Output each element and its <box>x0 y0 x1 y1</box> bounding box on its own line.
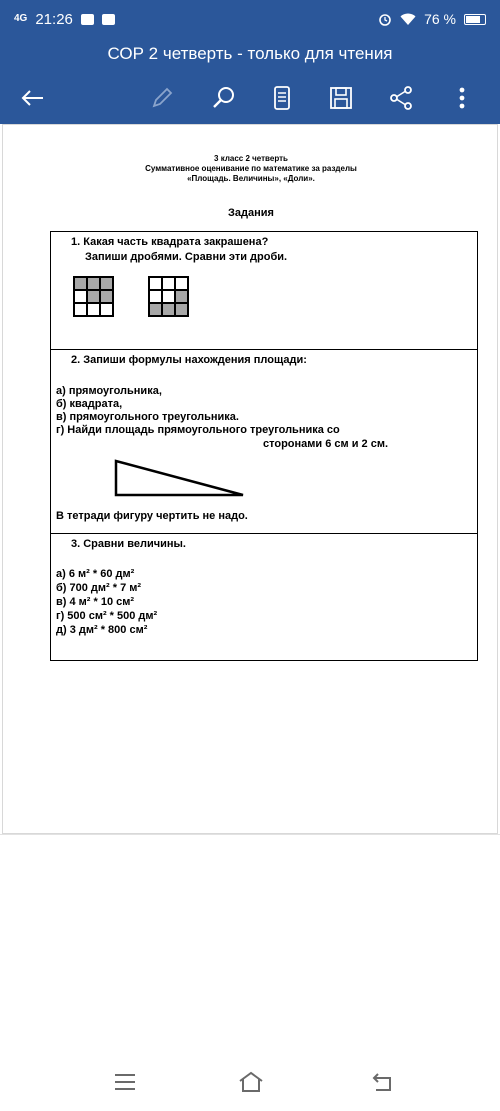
shaded-cell <box>162 303 175 316</box>
search-icon[interactable] <box>208 82 240 114</box>
network-indicator: 4G <box>14 13 28 24</box>
recent-apps-icon[interactable] <box>111 1068 139 1096</box>
status-time: 21:26 <box>35 10 73 28</box>
back-icon[interactable] <box>368 1068 396 1096</box>
status-bar <box>0 0 500 38</box>
task1-line2: Запиши дробями. Сравни эти дроби. <box>85 251 288 263</box>
task2-a: а) прямоугольника, <box>56 385 162 397</box>
document-page[interactable] <box>2 124 498 834</box>
more-icon[interactable] <box>446 82 478 114</box>
task3-item-e: д) 3 дм² * 800 см² <box>56 624 148 636</box>
back-arrow-icon[interactable] <box>16 82 48 114</box>
task3-item-b: б) 700 дм² * 7 м² <box>56 582 142 594</box>
task2-b: б) квадрата, <box>56 398 123 410</box>
empty-cell <box>100 303 113 316</box>
home-icon[interactable] <box>237 1068 265 1096</box>
task2-d1: г) Найди площадь прямоугольного треугольника со <box>56 424 340 436</box>
square-b <box>148 276 189 317</box>
app-header <box>0 0 500 124</box>
shaded-cell <box>74 277 87 290</box>
doc-header-line-3: «Площадь. Величины», «Доли». <box>187 174 315 183</box>
shaded-cell <box>175 290 188 303</box>
empty-cell <box>162 290 175 303</box>
empty-cell <box>149 277 162 290</box>
battery-percent: 76 % <box>424 11 456 27</box>
share-icon[interactable] <box>385 82 417 114</box>
tasks-table <box>50 231 478 661</box>
shaded-cell <box>87 277 100 290</box>
empty-cell <box>175 277 188 290</box>
task3-title: 3. Сравни величины. <box>71 538 186 550</box>
row-divider <box>51 533 477 534</box>
wifi-icon <box>400 13 416 26</box>
empty-cell <box>74 290 87 303</box>
task2-title: 2. Запиши формулы нахождения площади: <box>71 354 307 366</box>
task2-c: в) прямоугольного треугольника. <box>56 411 239 423</box>
shaded-cell <box>100 277 113 290</box>
empty-cell <box>162 277 175 290</box>
alarm-icon <box>378 12 392 26</box>
download-notification-icon <box>102 14 115 25</box>
doc-header-line-1: 3 класс 2 четверть <box>214 154 288 163</box>
task3-item-a: а) 6 м² * 60 дм² <box>56 568 135 580</box>
tasks-title: Задания <box>228 207 274 219</box>
empty-cell <box>74 303 87 316</box>
task2-d2: сторонами 6 см и 2 см. <box>263 438 389 450</box>
shaded-cell <box>87 290 100 303</box>
square-a <box>73 276 114 317</box>
task2-note: В тетради фигуру чертить не надо. <box>56 510 248 522</box>
doc-header-line-2: Суммативное оценивание по математике за разделы <box>145 164 357 173</box>
task3-item-d: г) 500 см² * 500 дм² <box>56 610 158 622</box>
shaded-cell <box>149 303 162 316</box>
reading-view-icon[interactable] <box>266 82 298 114</box>
save-icon[interactable] <box>325 82 357 114</box>
edit-pencil-icon[interactable] <box>146 82 178 114</box>
task3-item-c: в) 4 м² * 10 см² <box>56 596 135 608</box>
shaded-cell <box>175 303 188 316</box>
battery-icon <box>464 14 486 25</box>
task1-line1: 1. Какая часть квадрата закрашена? <box>71 236 269 248</box>
row-divider <box>51 349 477 350</box>
shaded-cell <box>100 290 113 303</box>
document-title: СОР 2 четверть - только для чтения <box>107 44 393 63</box>
empty-cell <box>149 290 162 303</box>
empty-cell <box>87 303 100 316</box>
right-triangle-figure <box>113 457 247 499</box>
mail-notification-icon <box>81 14 94 25</box>
toolbar <box>0 76 500 120</box>
